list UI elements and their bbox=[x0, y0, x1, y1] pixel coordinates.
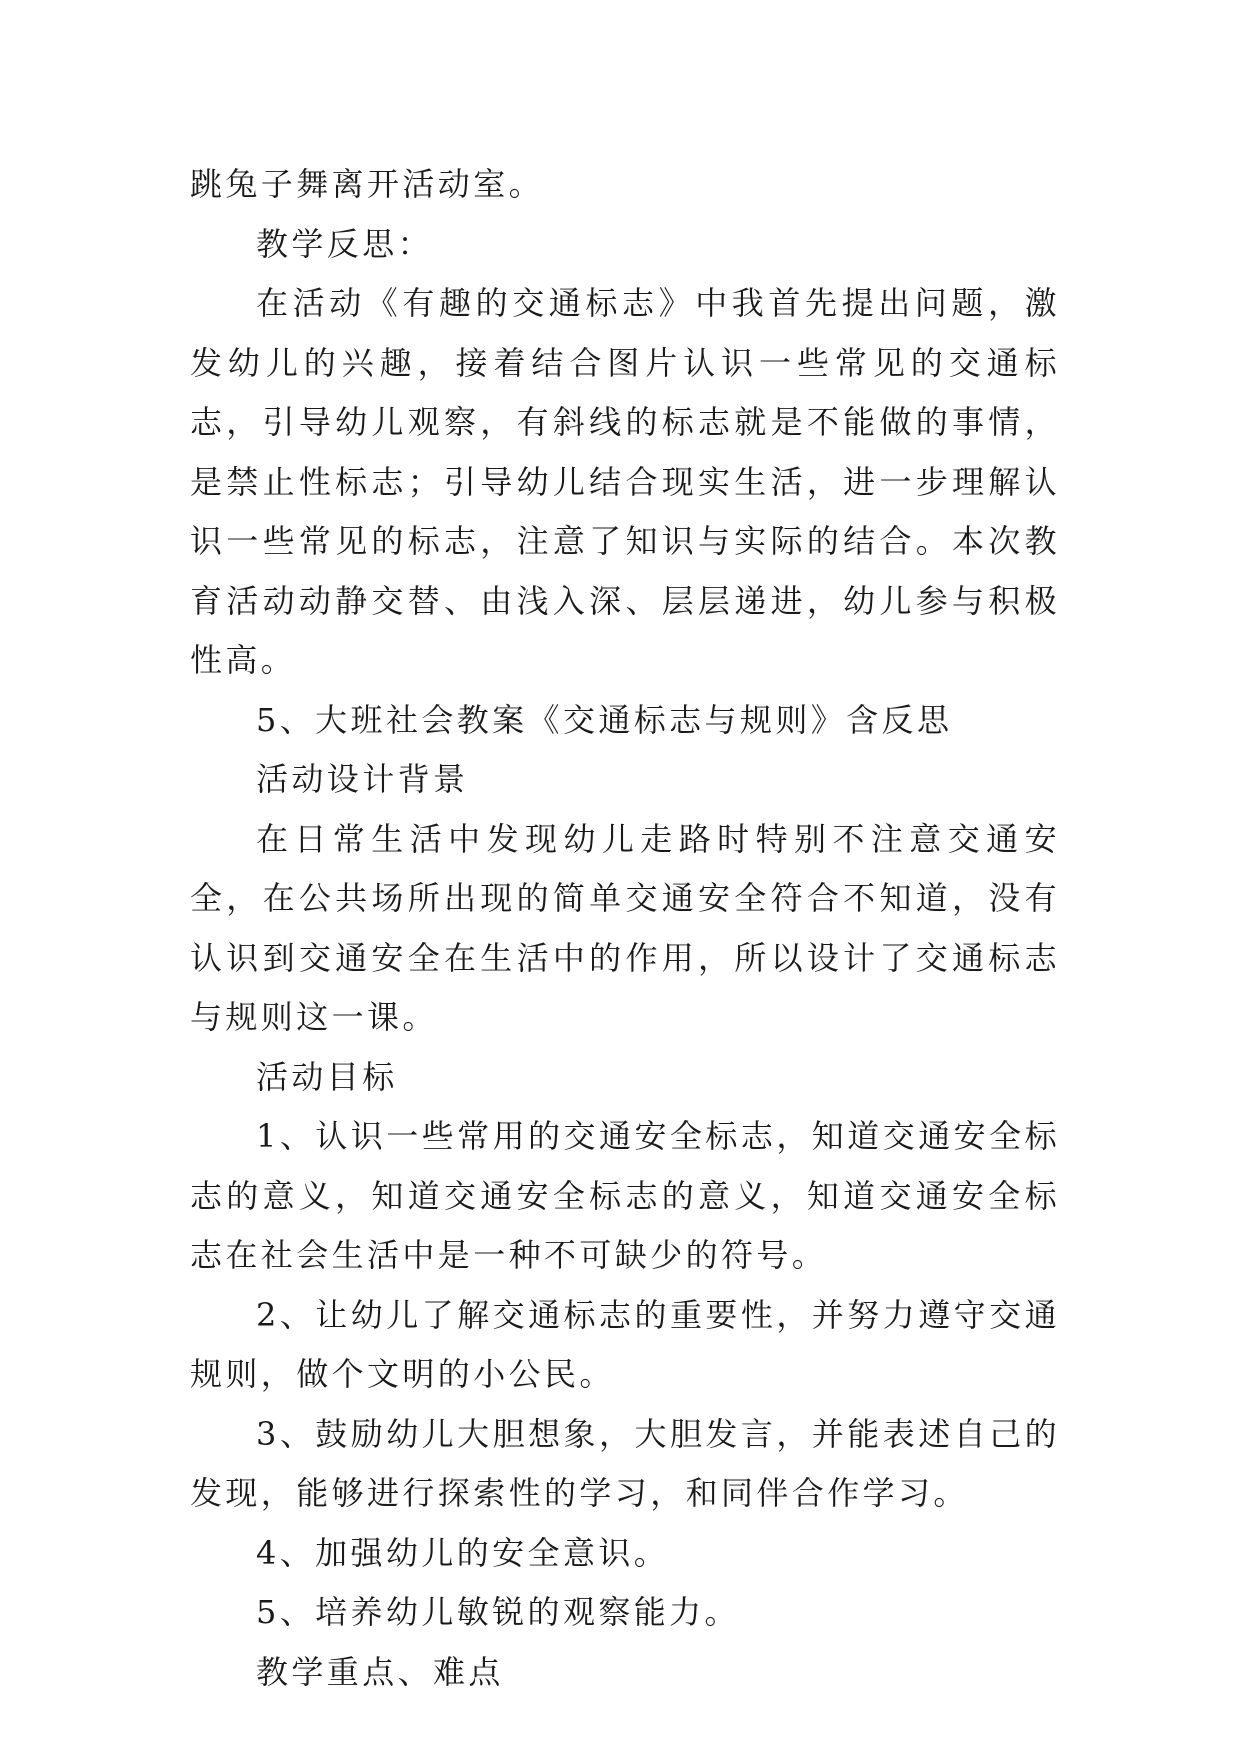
heading-lesson-5: 5、大班社会教案《交通标志与规则》含反思 bbox=[256, 700, 953, 739]
heading-activity-goals: 活动目标 bbox=[256, 1057, 398, 1096]
paragraph-reflection: 在活动《有趣的交通标志》中我首先提出问题，激发幼儿的兴趣，接着结合图片认识一些常见的交通标志，引导幼儿观察，有斜线的标志就是不能做的事情，是禁止性标志；引导幼儿结合现实生活，进一步理解认识一些常见的标志，注意了知识与实际的结合。本次教育活动动静交替、由浅入深、层层递进，幼儿参与积极性高。 bbox=[190, 284, 1060, 679]
heading-teaching-reflection: 教学反思： bbox=[256, 224, 434, 263]
goal-item-4: 4、加强幼儿的安全意识。 bbox=[256, 1533, 670, 1572]
paragraph-continuation: 跳兔子舞离开活动室。 bbox=[190, 165, 545, 203]
goal-item-2: 2、让幼儿了解交通标志的重要性，并努力遵守交通规则，做个文明的小公民。 bbox=[190, 1295, 1060, 1393]
goal-item-5: 5、培养幼儿敏锐的观察能力。 bbox=[256, 1593, 740, 1631]
heading-key-points: 教学重点、难点 bbox=[256, 1652, 504, 1691]
paragraph-background: 在日常生活中发现幼儿走路时特别不注意交通安全，在公共场所出现的简单交通安全符合不知道，没有认识到交通安全在生活中的作用，所以设计了交通标志与规则这一课。 bbox=[190, 819, 1060, 1036]
heading-design-background: 活动设计背景 bbox=[256, 760, 469, 798]
goal-item-3: 3、鼓励幼儿大胆想象，大胆发言，并能表述自己的发现，能够进行探索性的学习，和同伴合作学习。 bbox=[190, 1414, 1060, 1512]
goal-item-1: 1、认识一些常用的交通安全标志，知道交通安全标志的意义，知道交通安全标志的意义，知道交通安全标志在社会生活中是一种不可缺少的符号。 bbox=[190, 1117, 1060, 1274]
document-body bbox=[190, 155, 1060, 1702]
